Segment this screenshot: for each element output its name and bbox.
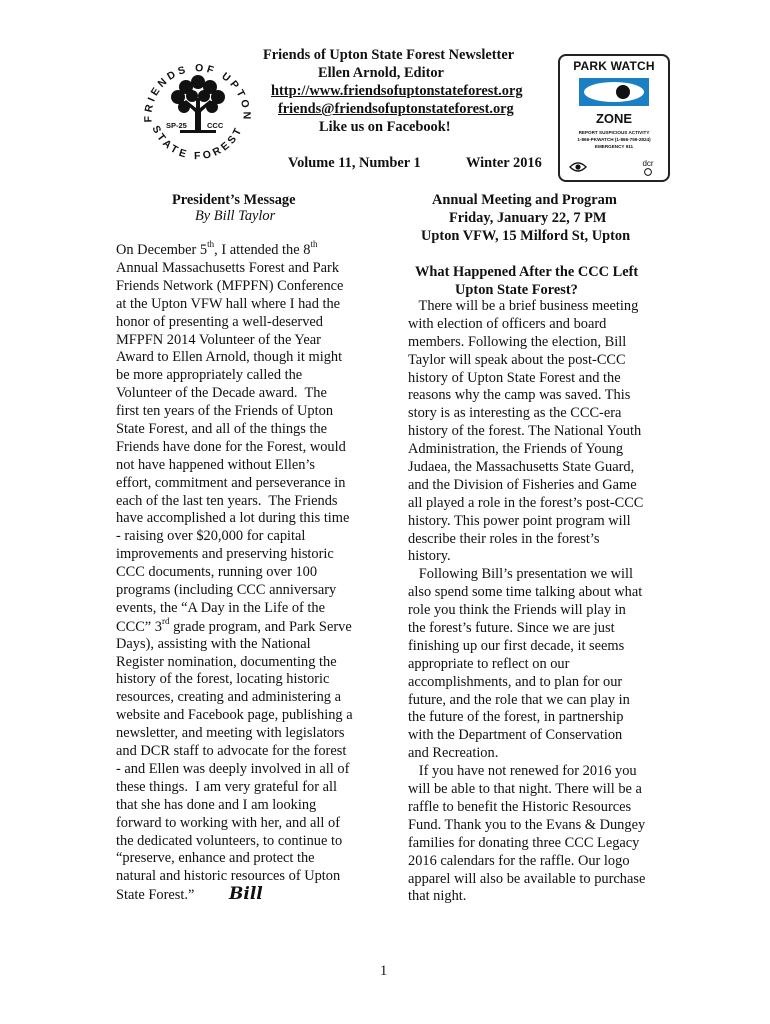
facebook-line: Like us on Facebook! [319, 119, 451, 135]
issue-season: Winter 2016 [466, 155, 542, 171]
article-body-line: members. Following the election, Bill [408, 333, 627, 350]
newsletter-title: Friends of Upton State Forest Newsletter [263, 47, 515, 63]
president-body-line: programs (including CCC anniversary [116, 582, 337, 599]
article-body-line: Taylor will speak about the post-CCC [408, 351, 626, 368]
presidents-message-heading: President’s Message [172, 192, 296, 208]
meeting-location: Upton VFW, 15 Milford St, Upton [421, 228, 631, 244]
article-body-line: Fund. Thank you to the Evans & Dungey [408, 816, 646, 833]
president-body-line: events, the “A Day in the Life of the [116, 599, 325, 616]
president-body-line: website and Facebook page, publishing a [116, 707, 353, 724]
president-body-line: history of the forest, locating historic [116, 671, 330, 688]
president-body-line: - and Ellen was deeply involved in all of [116, 760, 350, 777]
website-anchor[interactable]: http://www.friendsofuptonstateforest.org [271, 83, 523, 99]
president-closing: State Forest.” [116, 887, 195, 903]
president-body-line: State Forest, and all of the things the [116, 421, 328, 438]
president-body [116, 260, 353, 886]
park-watch-phone: 1-866-PKWATCH (1-866-759-2824) [577, 137, 651, 142]
article-body-line: There will be a brief business meeting [408, 298, 639, 314]
article-body-line: the future of the forest, in partnership [408, 709, 624, 726]
president-body-line: Days), assisting with the National [116, 635, 311, 652]
page-number: 1 [380, 963, 388, 979]
meeting-date: Friday, January 22, 7 PM [449, 210, 607, 226]
president-body-line: resources, creating and administering a [116, 689, 341, 706]
first-line-text-b: , I attended the 8 [214, 242, 311, 258]
presidents-message-byline: By Bill Taylor [195, 208, 276, 224]
logo-badge-right: CCC [207, 121, 224, 130]
logo-badge-left: SP-25 [166, 121, 187, 130]
president-body-line: natural and historic resources of Upton [116, 868, 341, 885]
president-body-line: newsletter, and meeting with legislators [116, 725, 345, 742]
article-body-line: finishing up our first decade, it seems [408, 637, 625, 654]
meeting-heading: Annual Meeting and Program [432, 192, 617, 208]
president-body-line: effort, commitment and perseverance in [116, 474, 346, 491]
email-anchor[interactable]: friends@friendsofuptonstateforest.org [278, 101, 514, 117]
article-body-line: Following Bill’s presentation we will [408, 566, 634, 583]
article-body-line: and Recreation. [408, 745, 499, 762]
park-watch-footer [566, 157, 664, 177]
president-body-line: improvements and preserving historic [116, 546, 334, 563]
article-body-line: with election of officers and board [408, 315, 607, 332]
article-body-line: also spend some time talking about what [408, 584, 643, 601]
president-body-line: at the Upton VFW hall where I had the [116, 295, 341, 312]
article-title-line1: What Happened After the CCC Left [415, 264, 639, 280]
first-line-sup-2: th [310, 239, 318, 250]
editor-line: Ellen Arnold, Editor [318, 65, 444, 81]
logo-ring-top: FRIENDS OF UPTON [142, 61, 253, 123]
article-body-line: 2016 calendars for the raffle. Our logo [408, 852, 630, 869]
park-watch-sign [558, 54, 670, 182]
article-body-line: all played a role in the forest’s post-CCC [408, 494, 644, 511]
president-body-line: MFPFN 2014 Volunteer of the Year [116, 331, 321, 348]
president-body-line: be more appropriately called the [116, 367, 303, 384]
article-body-line: and the Division of Fisheries and Game [408, 476, 637, 493]
article-body-line: will be able to that night. There will be a [408, 781, 642, 798]
article-body-line: If you have not renewed for 2016 you [408, 763, 637, 780]
article-title-line2: Upton State Forest? [455, 282, 578, 298]
president-body-line: Annual Massachusetts Forest and Park [116, 260, 340, 276]
park-watch-zone: ZONE [595, 111, 633, 126]
ccc-line-text-b: grade program, and Park Serve [169, 619, 352, 635]
article-body-line: reasons why the camp was saved. This [408, 387, 631, 404]
president-body-line: CCC documents, running over 100 [116, 564, 318, 581]
signature: Bill [229, 884, 263, 904]
article-body-line: history. This power point program will [408, 512, 631, 529]
article-body-line: that night. [408, 888, 467, 905]
article-body-line: Judaea, the Massachusetts State Guard, [408, 459, 635, 476]
article-body-line: appropriate to reflect on our [408, 655, 570, 672]
watchful-eye-icon [570, 163, 586, 171]
president-body-line: each of the last ten years. The Friends [116, 492, 338, 509]
article-body [408, 298, 645, 906]
friends-logo [140, 52, 255, 167]
ccc-line-sup: rd [161, 616, 170, 627]
president-body-line: the dedicated volunteers, to continue to [116, 832, 343, 849]
president-body-line: forward to working with her, and all of [116, 814, 341, 831]
article-body-line: history of the forest. The National Youth [408, 423, 642, 440]
article-body-line: accomplishments, and to plan for our [408, 673, 623, 690]
article-body-line: describe their roles in the forest’s [408, 530, 600, 547]
logo-ring-bottom: STATE FOREST [149, 123, 246, 163]
park-watch-title: PARK WATCH [573, 59, 655, 73]
president-body-line: these things. I am very grateful for all [116, 778, 337, 795]
article-body-line: families for donating three CCC Legacy [408, 834, 640, 851]
president-body-line: that she has done and I am looking [116, 796, 317, 813]
article-body-line: story is as interesting as the CCC-era [408, 405, 622, 422]
president-body-line: first ten years of the Friends of Upton [116, 403, 334, 420]
president-body-line: Volunteer of the Decade award. The [116, 385, 327, 402]
article-body-line: role you think the Friends will play in [408, 602, 626, 619]
president-body-line: Register nomination, documenting the [116, 653, 337, 670]
article-body-line: history of Upton State Forest and the [408, 369, 621, 386]
ccc-line-text-a: CCC” 3 [116, 619, 162, 635]
president-body-line: Friends Network (MFPFN) Conference [116, 277, 344, 294]
president-body-line: - raising over $20,000 for capital [116, 528, 306, 545]
president-body-line: honor of presenting a well-deserved [116, 313, 323, 330]
president-body-line: “preserve, enhance and protect the [116, 850, 315, 867]
president-body-line: have accomplished a lot during this time [116, 510, 350, 527]
first-line-sup-1: th [207, 239, 215, 250]
seal-icon [645, 169, 652, 176]
president-body-line: Award to Ellen Arnold, though it might [116, 349, 343, 366]
article-body-line: apparel will also be available to purchase [408, 870, 646, 887]
president-ccc-line [116, 616, 352, 637]
article-body-line: future, and the role that we can play in [408, 691, 630, 708]
website-link[interactable] [271, 82, 523, 100]
park-watch-emergency: EMERGENCY 911 [594, 144, 634, 149]
park-watch-report: REPORT SUSPICIOUS ACTIVITY [578, 130, 650, 135]
email-link[interactable] [278, 100, 514, 118]
president-body-line: Friends have done for the Forest, would [116, 438, 346, 455]
president-first-line [116, 239, 318, 260]
article-body-line: history. [408, 548, 451, 565]
dcr-logo-text: dcr [642, 159, 654, 168]
article-body-line: raffle to benefit the Historic Resources [408, 798, 632, 815]
article-body-line: Administration, the Friends of Young [408, 441, 624, 458]
article-body-line: with the Department of Conservation [408, 727, 623, 744]
article-body-line: the forest’s future. Since we are just [408, 620, 615, 637]
president-body-line: not have happened without Ellen’s [116, 456, 316, 473]
volume-number: Volume 11, Number 1 [288, 155, 421, 171]
first-line-text-a: On December 5 [116, 242, 208, 258]
president-body-line: and DCR staff to advocate for the forest [116, 743, 347, 760]
